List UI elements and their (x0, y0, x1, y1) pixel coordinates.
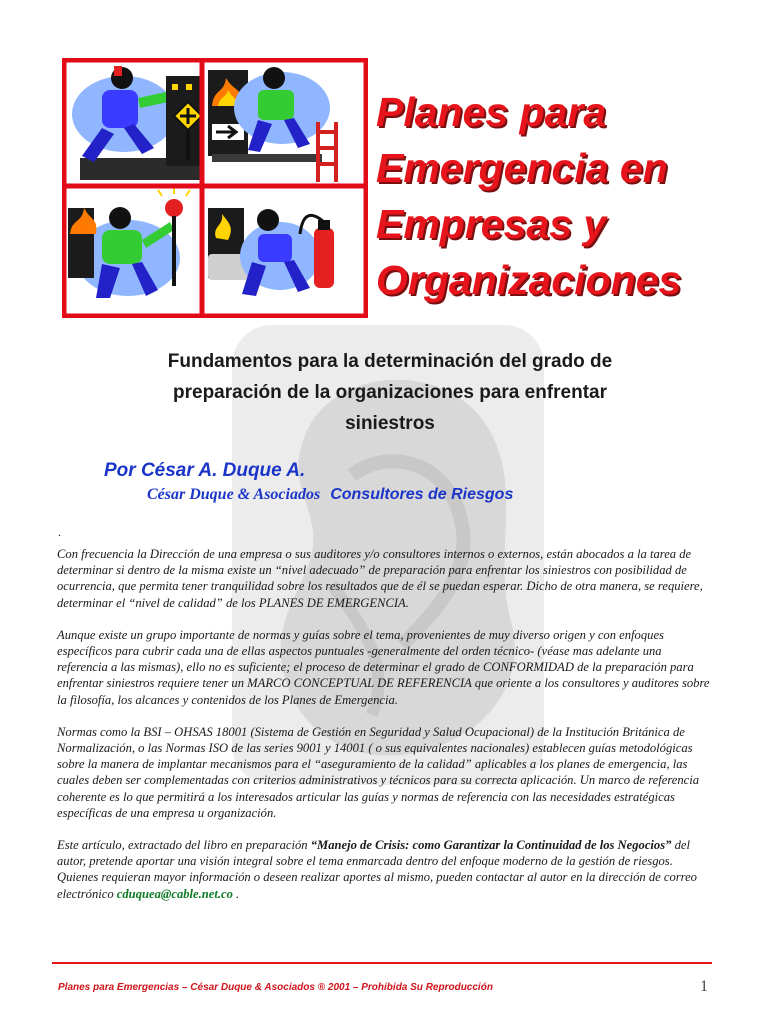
exit-arrow-icon (212, 124, 244, 140)
closing-paragraph (57, 837, 715, 902)
author-firm (147, 486, 513, 504)
book-title: “Manejo de Crisis: como Garantizar la Continuidad de los Negocios” (310, 838, 672, 853)
cover-illustration (62, 58, 368, 318)
subtitle-line: preparación de la organizaciones para enfrentar (173, 382, 607, 403)
title-line: Emergencia en (376, 145, 668, 191)
document-title (376, 84, 756, 308)
paragraph: Aunque existe un grupo importante de normas y guías sobre el tema, provenientes de muy diverso origen y con enfoques específicos para cubrir cada una de ellas aspectos puntuales -generalmente del orden técnico- (véase mas adelante una referencia a las mismas), ello no es suficiente; el proceso de determinar el grado de CONFORMIDAD de la preparación para enfrentar siniestros requiere tener un MARCO CONCEPTUAL DE REFERENCIA que oriente a los consultores y auditores sobre la filosofía, los alcances y contenidos de los Planes de Emergencia. (57, 627, 710, 707)
dot-marker: . (58, 525, 61, 539)
title-line: Organizaciones (376, 257, 682, 303)
document-subtitle (90, 346, 690, 439)
closing-text-2: del autor, pretende aportar una visión integral sobre el tema enmarcada dentro del enfoque moderno de la gestión de riesgos. Quienes requieran mayor información o deseen realizar aportes al mismo, pueden contactar al autor en la dirección de correo electrónico (57, 838, 697, 901)
closing-text-3: . (232, 886, 240, 901)
page-number: 1 (700, 978, 708, 995)
closing-text-1: Este artículo, extractado del libro en preparación (57, 838, 311, 853)
title-line: Planes para (376, 89, 607, 135)
firm-tagline: Consultores de Riesgos (330, 486, 514, 503)
subtitle-line: Fundamentos para la determinación del grado de (167, 351, 613, 372)
subtitle-line: siniestros (345, 413, 435, 434)
paragraph: Con frecuencia la Dirección de una empresa o sus auditores y/o consultores internos o externos, están abocados a la tarea de determinar si dentro de la misma existe un “nivel adecuado” de preparación para enfrentar los siniestros con posibilidad de ocurrencia, que permita tener tranquilidad sobre los resultados que de él se puedan esperar. Dicho de otra manera, se requiere, determinar el “nivel de calidad” de los PLANES DE EMERGENCIA. (57, 547, 703, 610)
footer-text: Planes para Emergencias – César Duque & Asociados ® 2001 – Prohibida Su Reproducción (58, 982, 493, 993)
paragraph: Normas como la BSI – OHSAS 18001 (Sistema de Gestión en Seguridad y Salud Ocupacional) de la Institución Británica de Normalización, o las Normas ISO de las series 9001 y 14001 ( o sus equivalentes nacionales) establecen guías metodológicas sobre la manera de implantar mecanismos para el “aseguramiento de la calidad” aplicables a los planes de emergencia, las cuales deben ser complementadas con criterios administrativos y técnicos para su correcta aplicación. Un marco de referencia coherente es lo que permitirá a los interesados articular las guías y normas de referencia con las necesidades estratégicas específicas de una empresa u organización. (57, 724, 700, 820)
title-line: Empresas y (376, 201, 607, 247)
road-sign-icon (166, 76, 202, 166)
author-byline: Por César A. Duque A. (104, 460, 306, 481)
footer-divider (52, 962, 712, 964)
firm-name: César Duque & Asociados (147, 486, 321, 503)
author-email-link[interactable]: cduquea@cable.net.co (116, 886, 233, 901)
article-body (57, 546, 715, 918)
